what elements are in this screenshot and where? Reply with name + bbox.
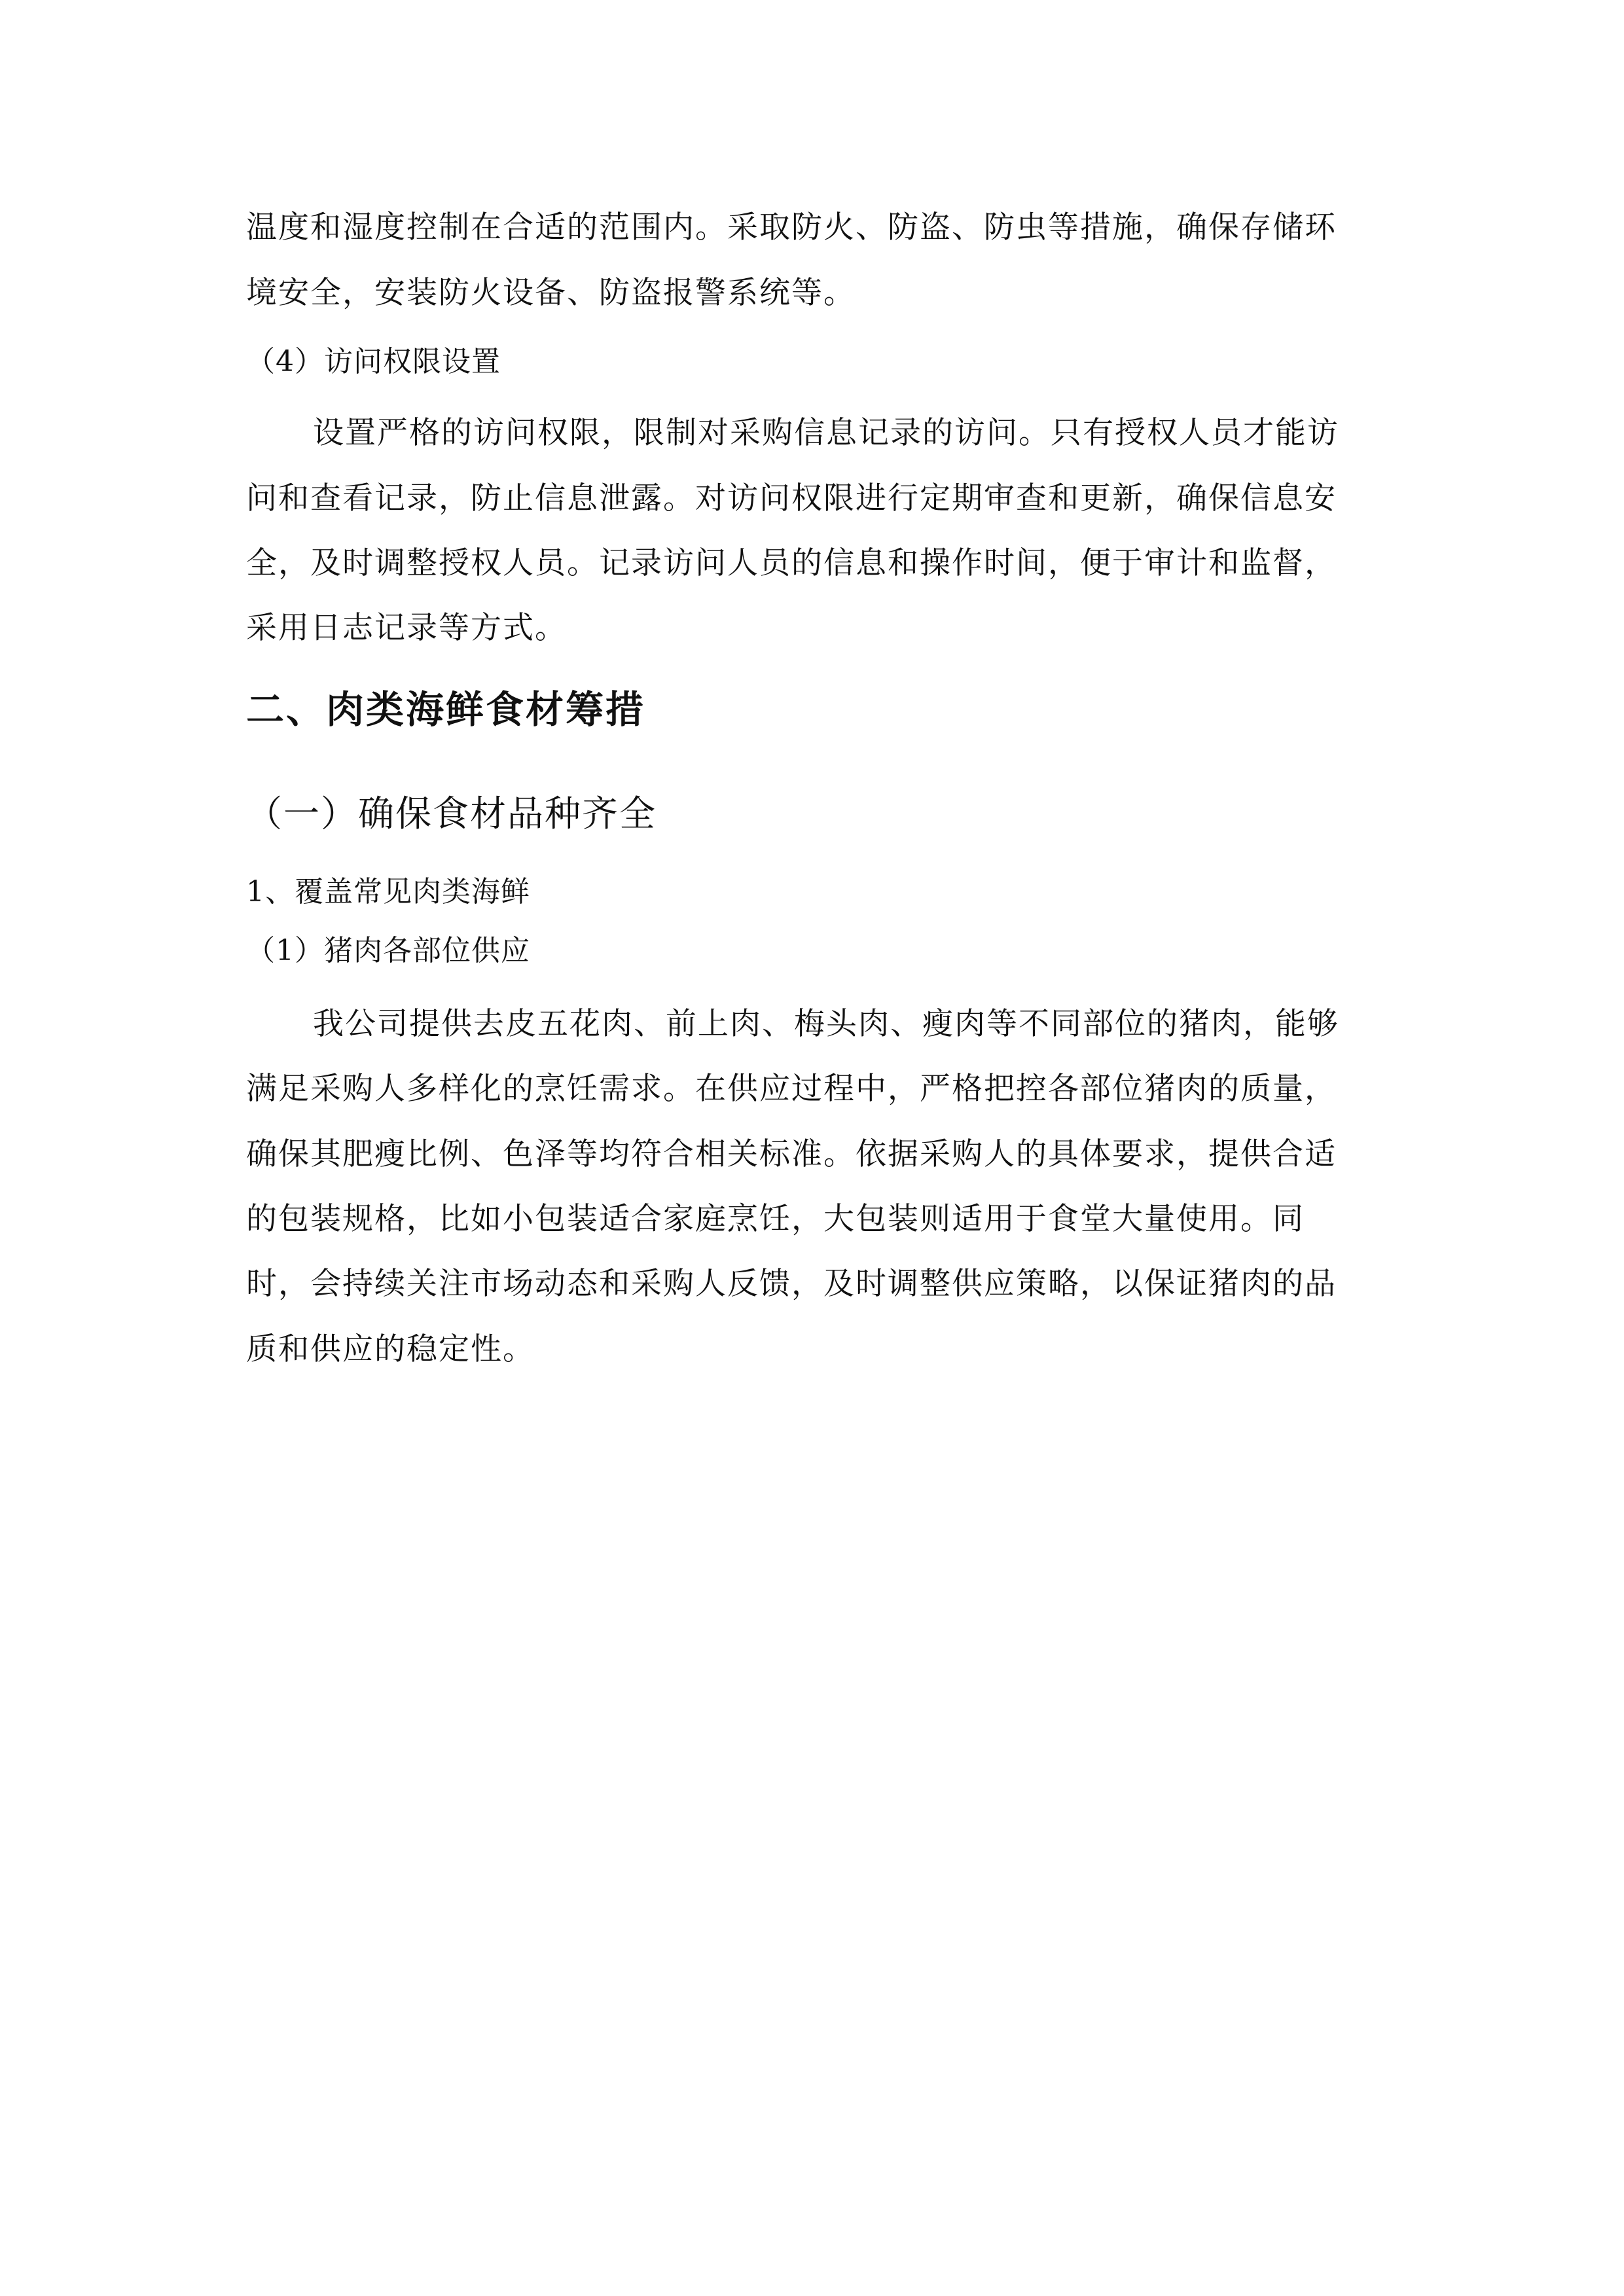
paragraph-line: 满足采购人多样化的烹饪需求。在供应过程中，严格把控各部位猪肉的质量，	[246, 1071, 1337, 1107]
subheading-access-permission: （4）访问权限设置	[246, 345, 501, 378]
subsection-heading: （一）确保食材品种齐全	[246, 793, 657, 834]
paragraph-line: 质和供应的稳定性。	[246, 1331, 535, 1367]
section-heading: 二、肉类海鲜食材筹措	[246, 687, 646, 732]
paragraph-line: 全，及时调整授权人员。记录访问人员的信息和操作时间，便于审计和监督，	[246, 545, 1337, 581]
paragraph-line: 的包装规格，比如小包装适合家庭烹饪，大包装则适用于食堂大量使用。同	[246, 1201, 1305, 1237]
list-item-heading: 1、覆盖常见肉类海鲜	[246, 875, 530, 908]
paragraph-line: 时，会持续关注市场动态和采购人反馈，及时调整供应策略，以保证猪肉的品	[246, 1266, 1337, 1302]
paragraph-line: 确保其肥瘦比例、色泽等均符合相关标准。依据采购人的具体要求，提供合适	[246, 1136, 1337, 1172]
paragraph-line: 设置严格的访问权限，限制对采购信息记录的访问。只有授权人员才能访	[313, 415, 1339, 451]
paragraph-line: 境安全，安装防火设备、防盗报警系统等。	[246, 275, 856, 311]
paragraph-line: 我公司提供去皮五花肉、前上肉、梅头肉、瘦肉等不同部位的猪肉，能够	[313, 1006, 1339, 1042]
paragraph-line: 问和查看记录，防止信息泄露。对访问权限进行定期审查和更新，确保信息安	[246, 480, 1337, 516]
sub-list-item-heading: （1）猪肉各部位供应	[246, 934, 530, 967]
paragraph-line: 采用日志记录等方式。	[246, 610, 567, 646]
paragraph-line: 温度和湿度控制在合适的范围内。采取防火、防盗、防虫等措施，确保存储环	[246, 209, 1337, 245]
